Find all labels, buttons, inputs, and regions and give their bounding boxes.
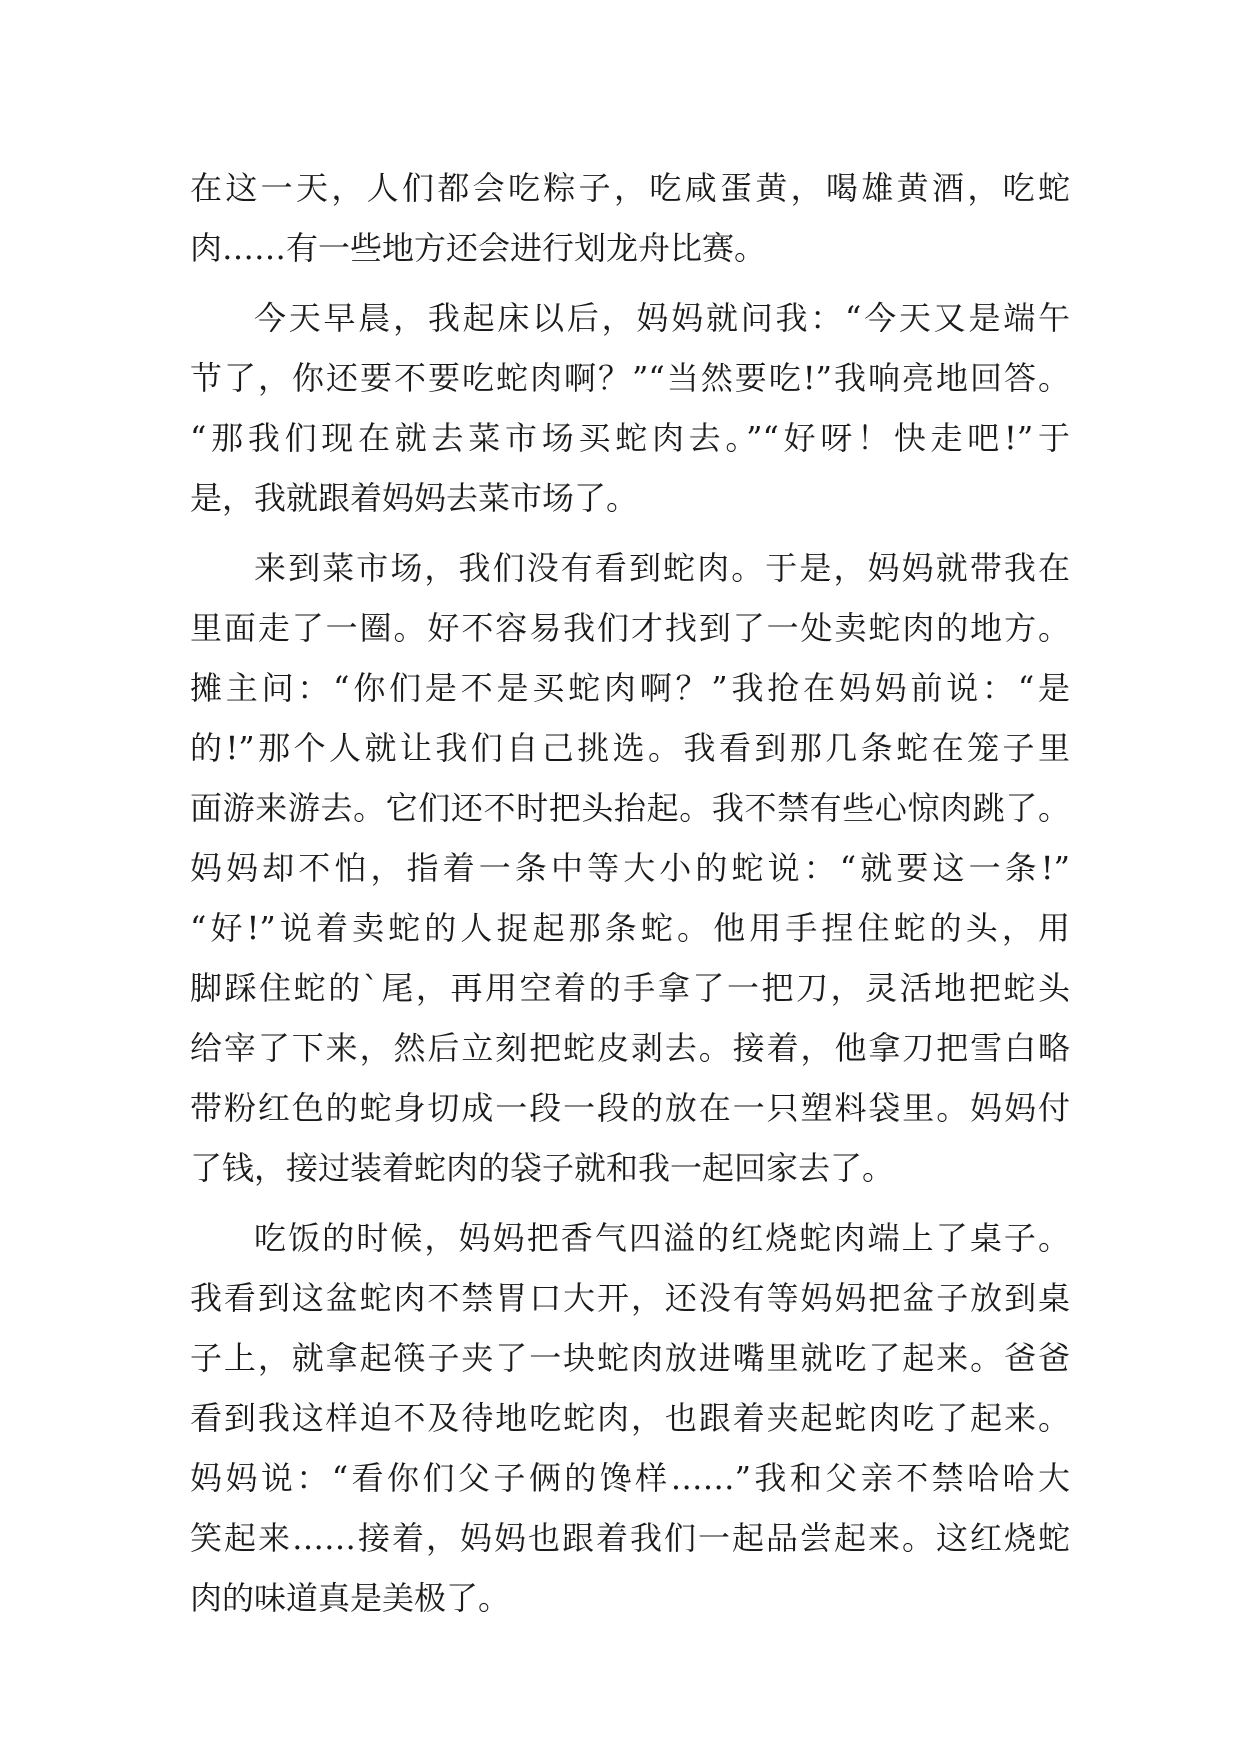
text-line: 给宰了下来，然后立刻把蛇皮剥去。接着，他拿刀把雪白略 [190, 1029, 1070, 1067]
paragraph-2 [190, 288, 1070, 528]
text-line: 脚踩住蛇的`尾，再用空着的手拿了一把刀，灵活地把蛇头 [190, 969, 1070, 1007]
text-line: 在这一天，人们都会吃粽子，吃咸蛋黄，喝雄黄酒，吃蛇 [190, 169, 1070, 207]
text-line: 妈妈却不怕，指着一条中等大小的蛇说：“就要这一条!” [190, 849, 1070, 887]
text-line: 里面走了一圈。好不容易我们才找到了一处卖蛇肉的地方。 [190, 609, 1070, 647]
text-line: 肉的味道真是美极了。 [190, 1579, 511, 1617]
text-line: “好!”说着卖蛇的人捉起那条蛇。他用手捏住蛇的头，用 [190, 909, 1070, 947]
text-line: 妈妈说：“看你们父子俩的馋样……”我和父亲不禁哈哈大 [190, 1459, 1070, 1497]
text-line: 节了，你还要不要吃蛇肉啊？”“当然要吃!”我响亮地回答。 [190, 359, 1070, 397]
document-body [190, 158, 1070, 1628]
paragraph-3 [190, 538, 1070, 1198]
text-line: “那我们现在就去菜市场买蛇肉去。”“好呀！快走吧!”于 [190, 419, 1070, 457]
text-line: 摊主问：“你们是不是买蛇肉啊？”我抢在妈妈前说：“是 [190, 669, 1070, 707]
text-line: 肉……有一些地方还会进行划龙舟比赛。 [190, 229, 767, 267]
text-line: 来到菜市场，我们没有看到蛇肉。于是，妈妈就带我在 [254, 549, 1070, 587]
paragraph-4 [190, 1208, 1070, 1628]
text-line: 吃饭的时候，妈妈把香气四溢的红烧蛇肉端上了桌子。 [254, 1219, 1070, 1257]
text-line: 我看到这盆蛇肉不禁胃口大开，还没有等妈妈把盆子放到桌 [190, 1279, 1070, 1317]
text-line: 是，我就跟着妈妈去菜市场了。 [190, 479, 639, 517]
text-line: 的!”那个人就让我们自己挑选。我看到那几条蛇在笼子里 [190, 729, 1070, 767]
text-line: 今天早晨，我起床以后，妈妈就问我：“今天又是端午 [254, 299, 1070, 337]
text-line: 面游来游去。它们还不时把头抬起。我不禁有些心惊肉跳了。 [190, 789, 1070, 827]
text-line: 子上，就拿起筷子夹了一块蛇肉放进嘴里就吃了起来。爸爸 [190, 1339, 1070, 1377]
text-line: 笑起来……接着，妈妈也跟着我们一起品尝起来。这红烧蛇 [190, 1519, 1070, 1557]
text-line: 带粉红色的蛇身切成一段一段的放在一只塑料袋里。妈妈付 [190, 1089, 1070, 1127]
paragraph-1 [190, 158, 1070, 278]
text-line: 看到我这样迫不及待地吃蛇肉，也跟着夹起蛇肉吃了起来。 [190, 1399, 1070, 1437]
text-line: 了钱，接过装着蛇肉的袋子就和我一起回家去了。 [190, 1149, 895, 1187]
